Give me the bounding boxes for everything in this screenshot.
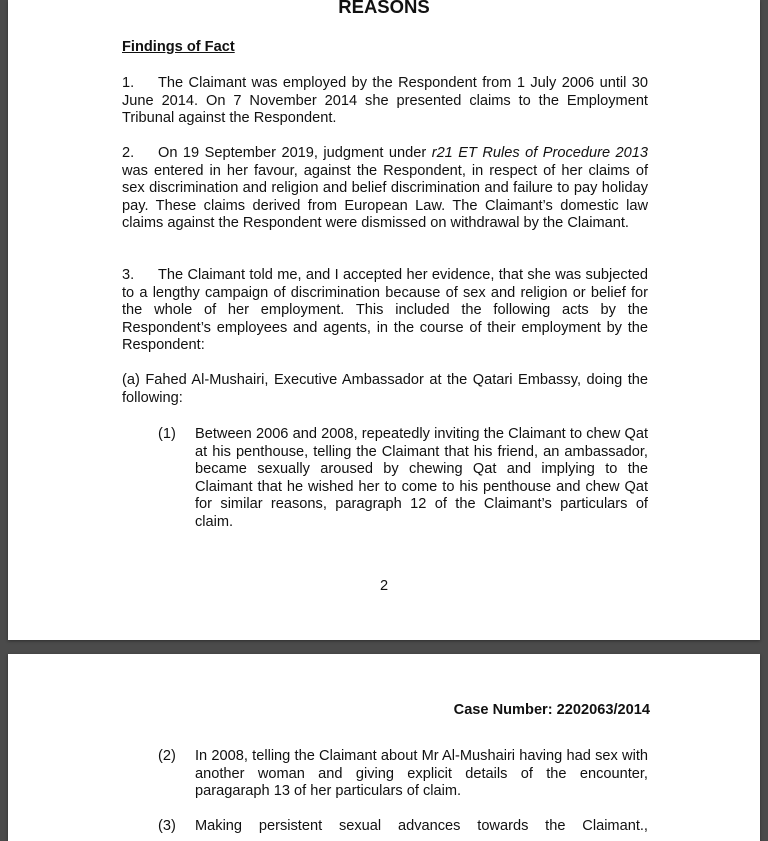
document-page-2 — [8, 654, 760, 841]
list-item-text: Making persistent sexual advances towards the Claimant., — [195, 818, 648, 834]
paragraph-text-end: was entered in her favour, against the Respondent, in respect of her claims of sex discrimination and religion and belief discrimination and failure to pay holiday pay. These claims derived from European Law. The Claimant’s domestic law claims against the Respondent were dismissed on withdrawal by the Claimant. — [122, 162, 648, 231]
paragraph-text: The Claimant was employed by the Respondent from 1 July 2006 until 30 June 2014. On 7 November 2014 she presented claims to the Employment Tribunal against the Respondent. — [122, 75, 648, 126]
subparagraph-a: (a) Fahed Al-Mushairi, Executive Ambassador at the Qatari Embassy, doing the following: — [122, 372, 648, 406]
document-page-1 — [8, 0, 760, 640]
list-item-1 — [158, 426, 648, 536]
list-item-text: In 2008, telling the Claimant about Mr Al-Mushairi having had sex with another woman and giving explicit details of the encounter, paragaraph 13 of her particulars of claim. — [195, 748, 648, 799]
case-number: Case Number: 2202063/2014 — [453, 702, 650, 718]
paragraph-number: 1. — [122, 75, 135, 91]
paragraph-2 — [122, 145, 648, 233]
list-item-2 — [158, 748, 648, 804]
section-heading: Findings of Fact — [122, 39, 235, 55]
paragraph-number: 2. — [122, 145, 135, 161]
paragraph-text-start: On 19 September 2019, judgment under — [158, 145, 432, 161]
paragraph-text: The Claimant told me, and I accepted her evidence, that she was subjected to a lengthy campaign of discrimination because of sex and religion or belief for the whole of her employment. This included the following acts by the Respondent’s employees and agents, in the course of their employment by the Respondent: — [122, 267, 648, 353]
list-item-text: Between 2006 and 2008, repeatedly inviting the Claimant to chew Qat at his penthouse, telling the Claimant that his friend, an ambassador, became sexually aroused by chewing Qat and implying to the Claimant that he wished her to come to his penthouse and chew Qat for similar reasons, paragraph 12 of the Claimant’s particulars of claim. — [195, 426, 648, 530]
list-item-label: (2) — [158, 748, 176, 764]
paragraph-3 — [122, 267, 648, 355]
list-item-3 — [158, 818, 648, 838]
paragraph-1 — [122, 75, 648, 128]
list-item-label: (3) — [158, 818, 176, 834]
paragraph-number: 3. — [122, 267, 135, 283]
page-number: 2 — [379, 578, 389, 594]
page-title: REASONS — [338, 0, 430, 17]
rules-citation: r21 ET Rules of Procedure 2013 — [431, 145, 648, 161]
list-item-label: (1) — [158, 426, 176, 442]
